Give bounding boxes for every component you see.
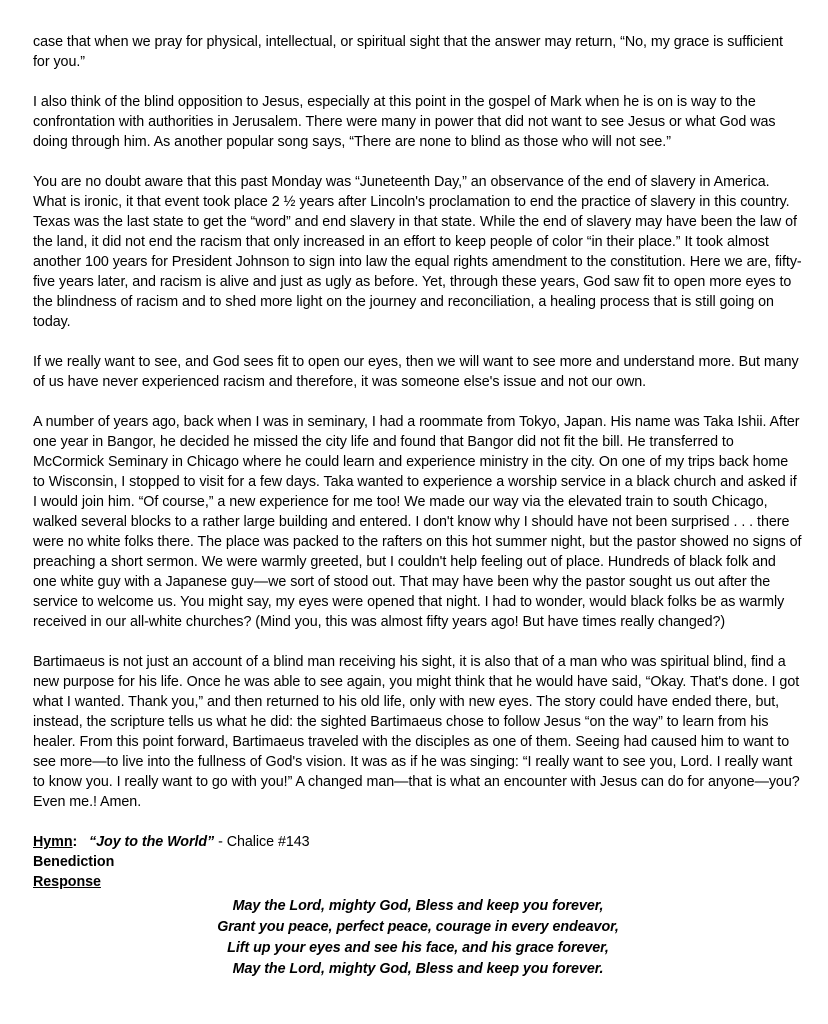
paragraph-really-want-to-see: If we really want to see, and God sees fit to open our eyes, then we will want to see more and understand more. But many of us have never experienced racism and therefore, it was someone else's issue and not our own. [33,354,799,390]
paragraph-blind-opposition: I also think of the blind opposition to Jesus, especially at this point in the gospel of Mark when he is on is way to the confrontation with authorities in Jerusalem. There were many in power that did not want to see Jesus or what God was doing through him. As another popular song says, “There are none to blind as those who will not see.” [33,94,776,150]
hymn-title: “Joy to the World” [89,834,215,850]
response-line: May the Lord, mighty God, Bless and keep you forever, [232,898,604,914]
hymn-number: - Chalice #143 [214,834,310,850]
paragraph-juneteenth: You are no doubt aware that this past Monday was “Juneteenth Day,” an observance of the end of slavery in America. What is ironic, it that event took place 2 ½ years after Lincoln's proclamation to end the practice of slavery in this country. Texas was the last state to get the “word” and end slavery in that state. While the end of slavery may have been the law of the land, it did not end the racism that only increased in an effort to keep people of color “in their place.” It took almost another 100 years for President Johnson to sign into law the equal rights amendment to the constitution. Here we are, fifty-five years later, and racism is alive and just as ugly as before. Yet, through these years, God saw fit to open more eyes to the blindness of racism and to shed more light on the journey and reconciliation, a healing process that is still going on today. [33,174,802,330]
hymn-colon: : [72,834,78,850]
hymn-label: Hymn [33,834,73,850]
response-line: Lift up your eyes and see his face, and his grace forever, [227,940,609,956]
hymn-line [33,832,803,852]
response-heading: Response [33,874,101,890]
document-page [33,32,803,980]
benediction-heading: Benediction [33,854,115,870]
response-line: May the Lord, mighty God, Bless and keep you forever. [232,961,604,977]
paragraph-seminary-story: A number of years ago, back when I was in seminary, I had a roommate from Tokyo, Japan. His name was Taka Ishii. After one year in Bangor, he decided he missed the city life and found that Bangor did not fit the bill. He transferred to McCormick Seminary in Chicago where he could learn and experience ministry in the city. On one of my trips back home to Wisconsin, I stopped to visit for a few days. Taka wanted to experience a worship service in a black church and asked if I would join him. “Of course,” a new experience for me too! We made our way via the elevated train to south Chicago, walked several blocks to a rather large building and entered. I don't know why I should have not been surprised . . . there were no white folks there. The place was packed to the rafters on this hot summer night, but the pastor showed no signs of preaching a short sermon. We were warmly greeted, but I couldn't help feeling out of place. Hundreds of black folk and one white guy with a Japanese guy—we sort of stood out. That may have been why the pastor sought us out after the service to welcome us. You might say, my eyes were opened that night. I had to wonder, would black folks be as warmly received in our all-white churches? (Mind you, this was almost fifty years ago! But have times really changed?) [33,414,802,630]
paragraph-grace-sufficient: case that when we pray for physical, intellectual, or spiritual sight that the answer may return, “No, my grace is sufficient for you.” [33,34,783,70]
paragraph-bartimaeus: Bartimaeus is not just an account of a blind man receiving his sight, it is also that of a man who was spiritual blind, find a new purpose for his life. Once he was able to see again, you might think that he would have said, “Okay. That's done. I got what I wanted. Thank you,” and then returned to his old life, only with new eyes. The story could have ended there, but, instead, the scripture tells us what he did: the sighted Bartimaeus chose to follow Jesus “on the way” to learn from his healer. From this point forward, Bartimaeus traveled with the disciples as one of them. Seeing had caused him to want to see more—to live into the fullness of God's vision. It was as if he was singing: “I really want to see you, Lord. I really want to know you. I really want to go with you!” A changed man—that is what an encounter with Jesus can do for anyone—you? Even me.! Amen. [33,654,800,810]
response-line: Grant you peace, perfect peace, courage in every endeavor, [217,919,619,935]
response-verse [33,892,803,980]
